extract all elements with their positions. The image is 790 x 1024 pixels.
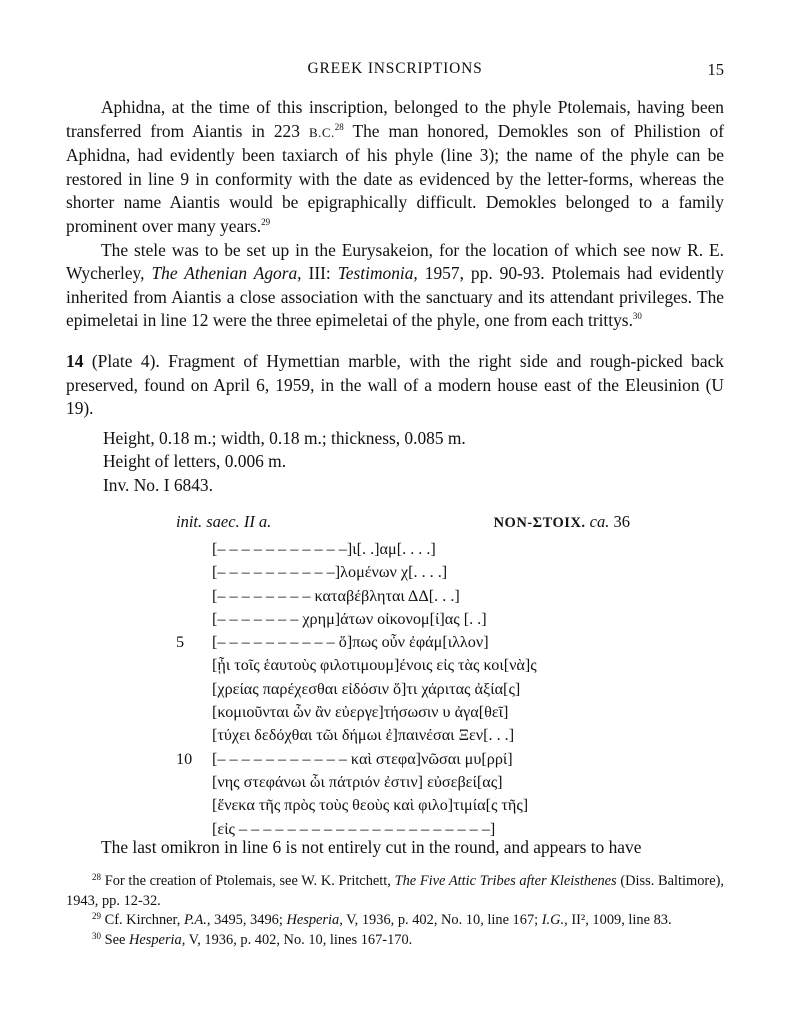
line-text: [– – – – – – – – – – ὅ]πως οὖν ἐφάμ[ιλλον]	[212, 633, 489, 652]
text-run: V, 1936, p. 402, No. 10, line 167;	[342, 912, 542, 928]
journal-title: Hesperia,	[286, 912, 343, 928]
footnote-29	[66, 911, 724, 931]
inventory-number: Inv. No. I 6843.	[103, 474, 213, 495]
inscription-line	[176, 794, 596, 817]
line-text: [τύχει δεδόχθαι τῶι δήμωι ἐ]παινέσαι Ξεν[. . .]	[212, 726, 515, 745]
book-subtitle: Testimonia,	[337, 263, 418, 284]
footnote-28	[66, 872, 724, 911]
text-run: Aphidna, at the time of this inscription, belonged to the phyle Ptolemais, having been transferred from Aiantis in 223	[66, 97, 724, 141]
letter-height: Height of letters, 0.006 m.	[103, 451, 287, 472]
running-head: GREEK INSCRIPTIONS	[307, 60, 483, 77]
text-run: V, 1936, p. 402, No. 10, lines 167-170.	[185, 931, 413, 948]
reference-work: I.G.,	[541, 912, 568, 928]
line-number: 5	[176, 633, 185, 652]
page-header	[66, 60, 724, 86]
closing-paragraph: The last omikron in line 6 is not entirely cut in the round, and appears to have	[101, 837, 642, 857]
footnote-mark: 28	[92, 872, 101, 882]
line-text: [– – – – – – – – – –]λομένων χ[. . . .]	[212, 563, 448, 582]
text-run: Cf. Kirchner,	[101, 912, 184, 928]
footnote-ref-28[interactable]: 28	[334, 121, 344, 132]
text-run: 3495, 3496;	[210, 912, 287, 928]
line-text: [κομιοῦνται ὧν ἂν εὐεργε]τήσωσιν υ ἀγα[θεῖ]	[212, 703, 509, 722]
text-run: 1957, pp. 90-93. Ptolemais had evidently inherited from Aiantis a close association with the sanctuary and its attendant privileges. The epimeletai in line 12 were the three epimeletai of the phyle, one from each trittys.	[66, 263, 724, 331]
line-text: [εἰς – – – – – – – – – – – – – – – – – – – – –]	[212, 819, 496, 838]
line-text: [– – – – – – – χρημ]άτων οἰκονομ[ί]ας [. .]	[212, 609, 487, 628]
inscription-line	[176, 748, 596, 771]
paragraph-aphidna	[66, 96, 724, 239]
line-text: [ἕνεκα τῆς πρὸς τοὺς θεοὺς καὶ φιλο]τιμία[ς τῆς]	[212, 796, 529, 815]
book-title: The Athenian Agora,	[151, 263, 302, 284]
inscription-line	[176, 701, 596, 724]
text-run: The stele was to be set up in the Eurysakeion, for the location of which see now R. E. Wycherley,	[66, 239, 724, 284]
text-run: III:	[301, 263, 338, 284]
inscription-line	[176, 608, 596, 631]
reference-work: P.A.,	[183, 912, 211, 928]
date-label: init. saec. II a.	[176, 512, 272, 531]
circa-label: ca.	[589, 512, 610, 531]
page-number: 15	[707, 60, 724, 79]
entry-number: 14	[66, 351, 84, 371]
text-run: (Diss. Baltimore), 1943, pp. 12-32.	[66, 873, 724, 909]
footnotes	[66, 872, 724, 950]
letters-per-line: 36	[613, 512, 630, 531]
line-text: [χρείας παρέχεσθαι εἰδόσιν ὅ]τι χάριτας ἀξία[ς]	[212, 679, 521, 698]
inscription-line	[176, 678, 596, 701]
commentary-text	[66, 96, 724, 333]
date-era: B.C.	[308, 124, 335, 140]
line-text: [– – – – – – – – καταβέβληται ΔΔ[. . .]	[212, 586, 460, 605]
entry-description: (Plate 4). Fragment of Hymettian marble, with the right side and rough-picked back preserved, found on April 6, 1959, in the wall of a modern house east of the Eleusinion (U 19).	[66, 351, 724, 419]
line-text: [ᾖι τοῖς ἑαυτοὺς φιλοτιμουμ]ένοις εἰς τὰς κοι[νὰ]ς	[212, 656, 537, 675]
inscription-line	[176, 561, 596, 584]
text-run: See	[101, 931, 129, 948]
text-run: For the creation of Ptolemais, see W. K. Pritchett,	[101, 873, 395, 889]
line-text: [νης στεφάνωι ὧι πάτριόν ἐστιν] εὐσεβεί[ας]	[212, 772, 503, 791]
book-title: The Five Attic Tribes after Kleisthenes	[394, 873, 617, 889]
footnote-mark: 30	[92, 930, 101, 941]
measurements	[103, 427, 466, 497]
style-label: NON-ΣTOIX.	[493, 515, 586, 531]
stoichedon-label	[494, 512, 630, 532]
inscription-text	[176, 538, 596, 841]
line-text: [– – – – – – – – – – – καὶ στεφα]νῶσαι μυ[ρρί]	[212, 749, 513, 768]
line-text: [– – – – – – – – – – –]ι[. .]αμ[. . . .]	[212, 540, 436, 558]
footnote-mark: 29	[92, 911, 101, 921]
inscription-line	[176, 631, 596, 654]
footnote-ref-30[interactable]: 30	[632, 311, 642, 322]
paragraph-stele	[66, 239, 724, 333]
inscription-line	[176, 538, 596, 561]
text-run: II², 1009, line 83.	[567, 912, 672, 928]
inscription-dating	[176, 512, 630, 532]
inscription-line	[176, 654, 596, 677]
inscription-line	[176, 771, 596, 794]
footnote-30	[66, 931, 724, 951]
line-number: 10	[176, 749, 193, 768]
inscription-line	[176, 724, 596, 747]
catalog-entry-14	[66, 350, 724, 421]
inscription-line	[176, 585, 596, 608]
journal-title: Hesperia,	[128, 931, 186, 948]
dimensions: Height, 0.18 m.; width, 0.18 m.; thickness, 0.085 m.	[103, 428, 466, 448]
text-run: The man honored, Demokles son of Philistion of Aphidna, had evidently been taxiarch of his phyle (line 3); the name of the phyle can be restored in line 9 in conformity with the date as evidenced by the letter-forms, whereas the shorter name Aiantis would be epigraphically difficult. Demokles belonged to a family prominent over many years.	[66, 120, 724, 236]
footnote-ref-29[interactable]: 29	[261, 216, 271, 227]
